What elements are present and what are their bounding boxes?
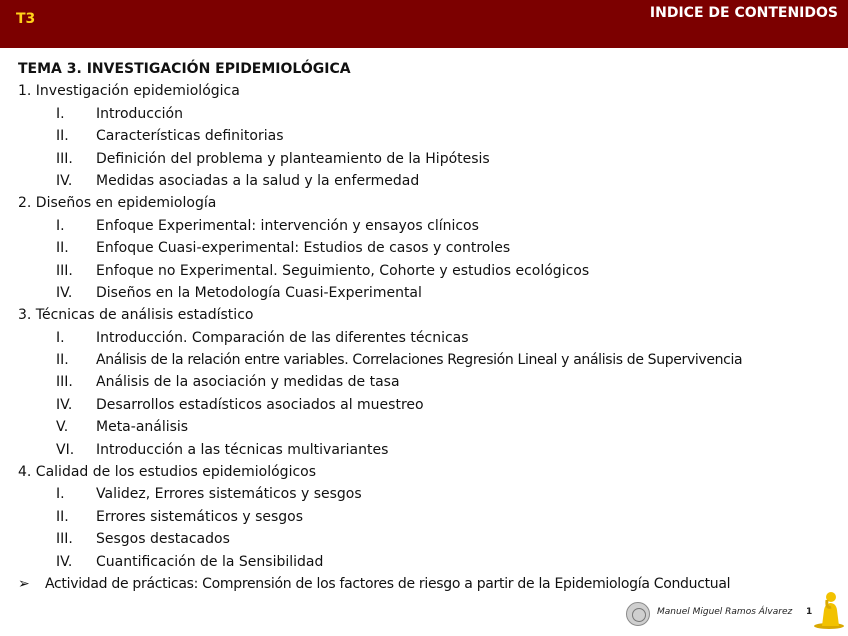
item-text: Cuantificación de la Sensibilidad — [96, 553, 324, 570]
list-item — [18, 483, 843, 505]
item-text: Introducción. Comparación de las diferentes técnicas — [96, 329, 469, 346]
item-numeral: VI. — [56, 441, 75, 458]
section-heading: 2. Diseños en epidemiología — [18, 195, 217, 212]
activity-item — [18, 573, 843, 595]
arrow-bullet-icon: ➢ — [18, 575, 30, 592]
topic-tag: T3 — [16, 11, 36, 27]
author-name: Manuel Miguel Ramos Álvarez — [657, 607, 793, 617]
item-text: Medidas asociadas a la salud y la enfermedad — [96, 172, 420, 189]
item-numeral: III. — [56, 262, 73, 279]
item-text: Enfoque no Experimental. Seguimiento, Cohorte y estudios ecológicos — [96, 262, 590, 279]
section-heading: 3. Técnicas de análisis estadístico — [18, 307, 254, 324]
item-numeral: II. — [56, 508, 69, 525]
list-item — [18, 394, 843, 416]
item-text: Meta-análisis — [96, 419, 189, 436]
list-item — [18, 170, 843, 192]
item-text: Diseños en la Metodología Cuasi-Experimental — [96, 284, 422, 301]
item-numeral: III. — [56, 531, 73, 548]
item-numeral: I. — [56, 217, 65, 234]
item-text: Introducción — [96, 105, 183, 122]
list-item — [18, 215, 843, 237]
item-numeral: III. — [56, 150, 73, 167]
thinker-figure-icon — [812, 586, 846, 630]
list-item — [18, 148, 843, 170]
list-item — [18, 349, 843, 371]
list-item — [18, 551, 843, 573]
list-item — [18, 282, 843, 304]
item-text: Sesgos destacados — [96, 531, 230, 548]
section-heading: 4. Calidad de los estudios epidemiológicos — [18, 464, 317, 481]
item-numeral: I. — [56, 486, 65, 503]
item-numeral: IV. — [56, 396, 73, 413]
topic-title: TEMA 3. INVESTIGACIÓN EPIDEMIOLÓGICA — [18, 61, 351, 77]
item-numeral: IV. — [56, 172, 73, 189]
item-numeral: IV. — [56, 553, 73, 570]
item-text: Análisis de la asociación y medidas de tasa — [96, 374, 400, 391]
list-item — [18, 125, 843, 147]
item-numeral: I. — [56, 329, 65, 346]
list-item — [18, 260, 843, 282]
item-text: Análisis de la relación entre variables. Correlaciones Regresión Lineal y análisis de Supervivencia — [96, 352, 743, 369]
header-bar — [0, 0, 848, 48]
item-text: Características definitorias — [96, 128, 284, 145]
section-heading: 1. Investigación epidemiológica — [18, 83, 240, 100]
list-item — [18, 416, 843, 438]
item-numeral: II. — [56, 352, 69, 369]
item-numeral: III. — [56, 374, 73, 391]
header-title: INDICE DE CONTENIDOS — [649, 5, 838, 21]
list-item — [18, 506, 843, 528]
item-numeral: V. — [56, 419, 69, 436]
item-text: Desarrollos estadísticos asociados al muestreo — [96, 396, 424, 413]
item-text: Errores sistemáticos y sesgos — [96, 508, 304, 525]
activity-text: Actividad de prácticas: Comprensión de los factores de riesgo a partir de la Epidemiología Conductual — [45, 575, 731, 592]
item-text: Introducción a las técnicas multivariantes — [96, 441, 389, 458]
item-text: Enfoque Experimental: intervención y ensayos clínicos — [96, 217, 479, 234]
list-item — [18, 528, 843, 550]
list-item — [18, 237, 843, 259]
list-item — [18, 371, 843, 393]
list-item — [18, 439, 843, 461]
page-number: 1 — [806, 607, 813, 617]
item-text: Enfoque Cuasi-experimental: Estudios de casos y controles — [96, 240, 511, 257]
list-item — [18, 103, 843, 125]
list-item — [18, 327, 843, 349]
table-of-contents — [18, 58, 843, 595]
item-numeral: II. — [56, 128, 69, 145]
item-numeral: II. — [56, 240, 69, 257]
item-text: Validez, Errores sistemáticos y sesgos — [96, 486, 362, 503]
university-seal-icon — [626, 602, 650, 626]
item-text: Definición del problema y planteamiento de la Hipótesis — [96, 150, 490, 167]
item-numeral: IV. — [56, 284, 73, 301]
item-numeral: I. — [56, 105, 65, 122]
